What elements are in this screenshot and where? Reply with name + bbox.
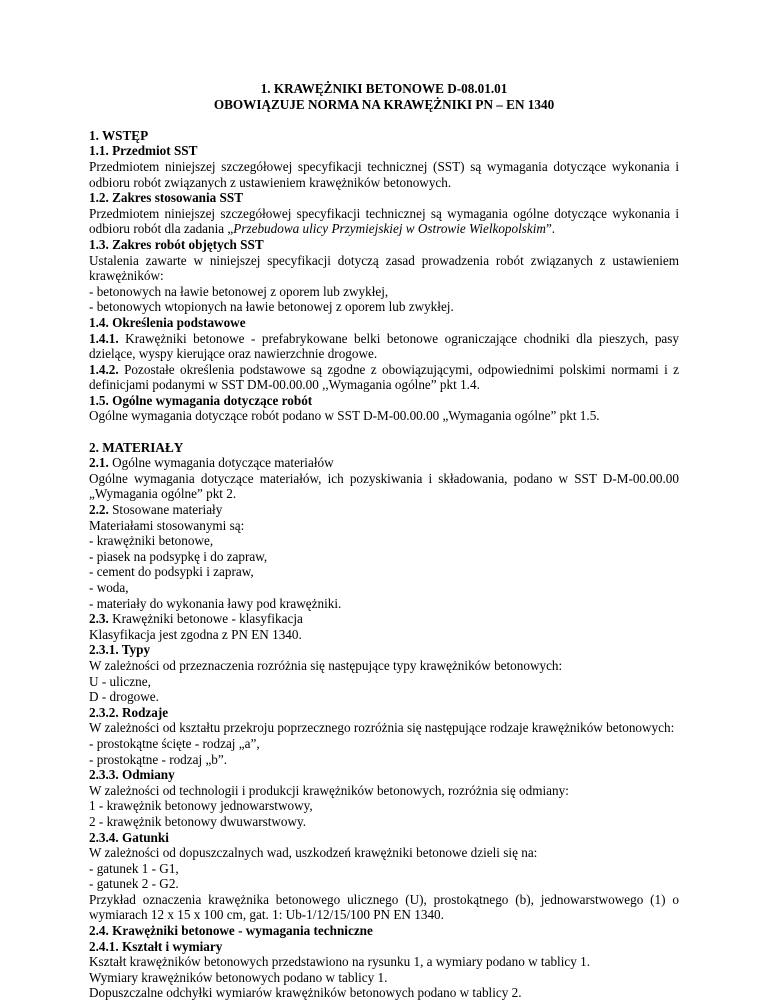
heading-2-1: 2.1. Ogólne wymagania dotyczące materiałów xyxy=(89,455,334,471)
paragraph-1-5: Ogólne wymagania dotyczące robót podano w SST D-M-00.00.00 „Wymagania ogólne” pkt 1.5. xyxy=(89,408,600,424)
heading-1-1: 1.1. Przedmiot SST xyxy=(89,143,198,159)
list-item: - krawężniki betonowe, xyxy=(89,533,214,549)
list-item: - prostokątne - rodzaj „b”. xyxy=(89,751,228,767)
paragraph-2-1: Ogólne wymagania dotyczące materiałów, ich pozyskiwania i składowania, podano w SST D-M-00.00.00 „Wymagania ogólne” pkt 2. xyxy=(89,470,679,502)
project-name: Przebudowa ulicy Przymiejskiej w Ostrowie Wielkopolskim xyxy=(233,221,546,237)
list-item: - gatunek 1 - G1, xyxy=(89,860,179,876)
list-item: - betonowych na ławie betonowej z oporem lub zwykłej, xyxy=(89,283,389,299)
list-item: D - drogowe. xyxy=(89,689,159,705)
paragraph-2-3-2: W zależności od kształtu przekroju poprzecznego rozróżnia się następujące rodzaje krawężników betonowych: xyxy=(89,720,675,736)
list-item: - woda, xyxy=(89,580,129,595)
list-item: - piasek na podsypkę i do zapraw, xyxy=(89,548,268,564)
document-subtitle: OBOWIĄZUJE NORMA NA KRAWĘŻNIKI PN – EN 1340 xyxy=(213,96,555,112)
paragraph-2-2: Materiałami stosowanymi są: xyxy=(89,517,245,533)
paragraph-2-3: Klasyfikacja jest zgodna z PN EN 1340. xyxy=(89,626,302,642)
heading-2-3-2: 2.3.2. Rodzaje xyxy=(89,704,169,720)
heading-2-4-1: 2.4.1. Kształt i wymiary xyxy=(89,938,223,954)
heading-1-2: 1.2. Zakres stosowania SST xyxy=(89,190,244,206)
section-1-heading: 1. WSTĘP xyxy=(89,127,149,143)
paragraph-2-3-4-example: Przykład oznaczenia krawężnika betonowego ulicznego (U), prostokątnego (b), jednowarstwowego (1) o wymiarach 12 x 15 x 100 cm, gat. 1: Ub-1/12/15/100 PN EN 1340. xyxy=(89,891,679,923)
heading-2-4: 2.4. Krawężniki betonowe - wymagania techniczne xyxy=(89,923,373,939)
paragraph-1-2: Przedmiotem niniejszej szczegółowej specyfikacji technicznej są wymagania ogólne dotyczące wykonania i odbioru robót dla zadania „Przebudowa ulicy Przymiejskiej w Ostrowie Wielkopolskim”. xyxy=(89,205,679,237)
heading-2-3-4: 2.3.4. Gatunki xyxy=(89,829,169,845)
heading-2-3: 2.3. Krawężniki betonowe - klasyfikacja xyxy=(89,611,303,627)
heading-1-4: 1.4. Określenia podstawowe xyxy=(89,314,246,330)
paragraph-2-4-1-b: Wymiary krawężników betonowych podano w tablicy 1. xyxy=(89,969,388,985)
heading-2-2: 2.2. Stosowane materiały xyxy=(89,502,223,518)
list-item: 1 - krawężnik betonowy jednowarstwowy, xyxy=(89,798,313,814)
list-item: - betonowych wtopionych na ławie betonowej z oporem lub zwykłej. xyxy=(89,299,454,315)
paragraph-1-1: Przedmiotem niniejszej szczegółowej specyfikacji technicznej (SST) są wymagania dotyczące wykonania i odbioru robót związanych z ustawieniem krawężników betonowych. xyxy=(89,158,679,190)
list-item: U - uliczne, xyxy=(89,673,151,689)
heading-1-3: 1.3. Zakres robót objętych SST xyxy=(89,236,264,252)
section-2-heading: 2. MATERIAŁY xyxy=(89,439,184,455)
heading-2-3-3: 2.3.3. Odmiany xyxy=(89,767,175,783)
list-item: - prostokątne ścięte - rodzaj „a”, xyxy=(89,735,260,751)
paragraph-1-3: Ustalenia zawarte w niniejszej specyfikacji dotyczą zasad prowadzenia robót związanych z ustawieniem krawężników: xyxy=(89,252,679,284)
document-page xyxy=(89,0,679,1001)
paragraph-2-3-1: W zależności od przeznaczenia rozróżnia się następujące typy krawężników betonowych: xyxy=(89,657,563,673)
heading-2-3-1: 2.3.1. Typy xyxy=(89,642,151,658)
paragraph-1-4-2: 1.4.2. Pozostałe określenia podstawowe są zgodne z obowiązującymi, odpowiednimi polskimi normami i z definicjami podanymi w SST DM-00.00.00 ,,Wymagania ogólne” pkt 1.4. xyxy=(89,361,679,393)
list-item: - materiały do wykonania ławy pod krawężniki. xyxy=(89,595,342,611)
heading-1-5: 1.5. Ogólne wymagania dotyczące robót xyxy=(89,392,313,408)
paragraph-2-4-1-c: Dopuszczalne odchyłki wymiarów krawężników betonowych podano w tablicy 2. xyxy=(89,985,522,1001)
paragraph-2-3-4: W zależności od dopuszczalnych wad, uszkodzeń krawężniki betonowe dzieli się na: xyxy=(89,845,538,861)
list-item: 2 - krawężnik betonowy dwuwarstwowy. xyxy=(89,813,307,829)
list-item: - cement do podsypki i zapraw, xyxy=(89,564,254,580)
paragraph-2-4-1-a: Kształt krawężników betonowych przedstawiono na rysunku 1, a wymiary podano w tablicy 1. xyxy=(89,954,590,970)
paragraph-2-3-3: W zależności od technologii i produkcji krawężników betonowych, rozróżnia się odmiany: xyxy=(89,782,569,798)
paragraph-1-4-1: 1.4.1. Krawężniki betonowe - prefabrykowane belki betonowe ograniczające chodniki dla pieszych, pasy dzielące, wyspy kierujące oraz nawierzchnie drogowe. xyxy=(89,330,679,362)
document-title: 1. KRAWĘŻNIKI BETONOWE D-08.01.01 xyxy=(260,81,508,96)
list-item: - gatunek 2 - G2. xyxy=(89,876,179,892)
